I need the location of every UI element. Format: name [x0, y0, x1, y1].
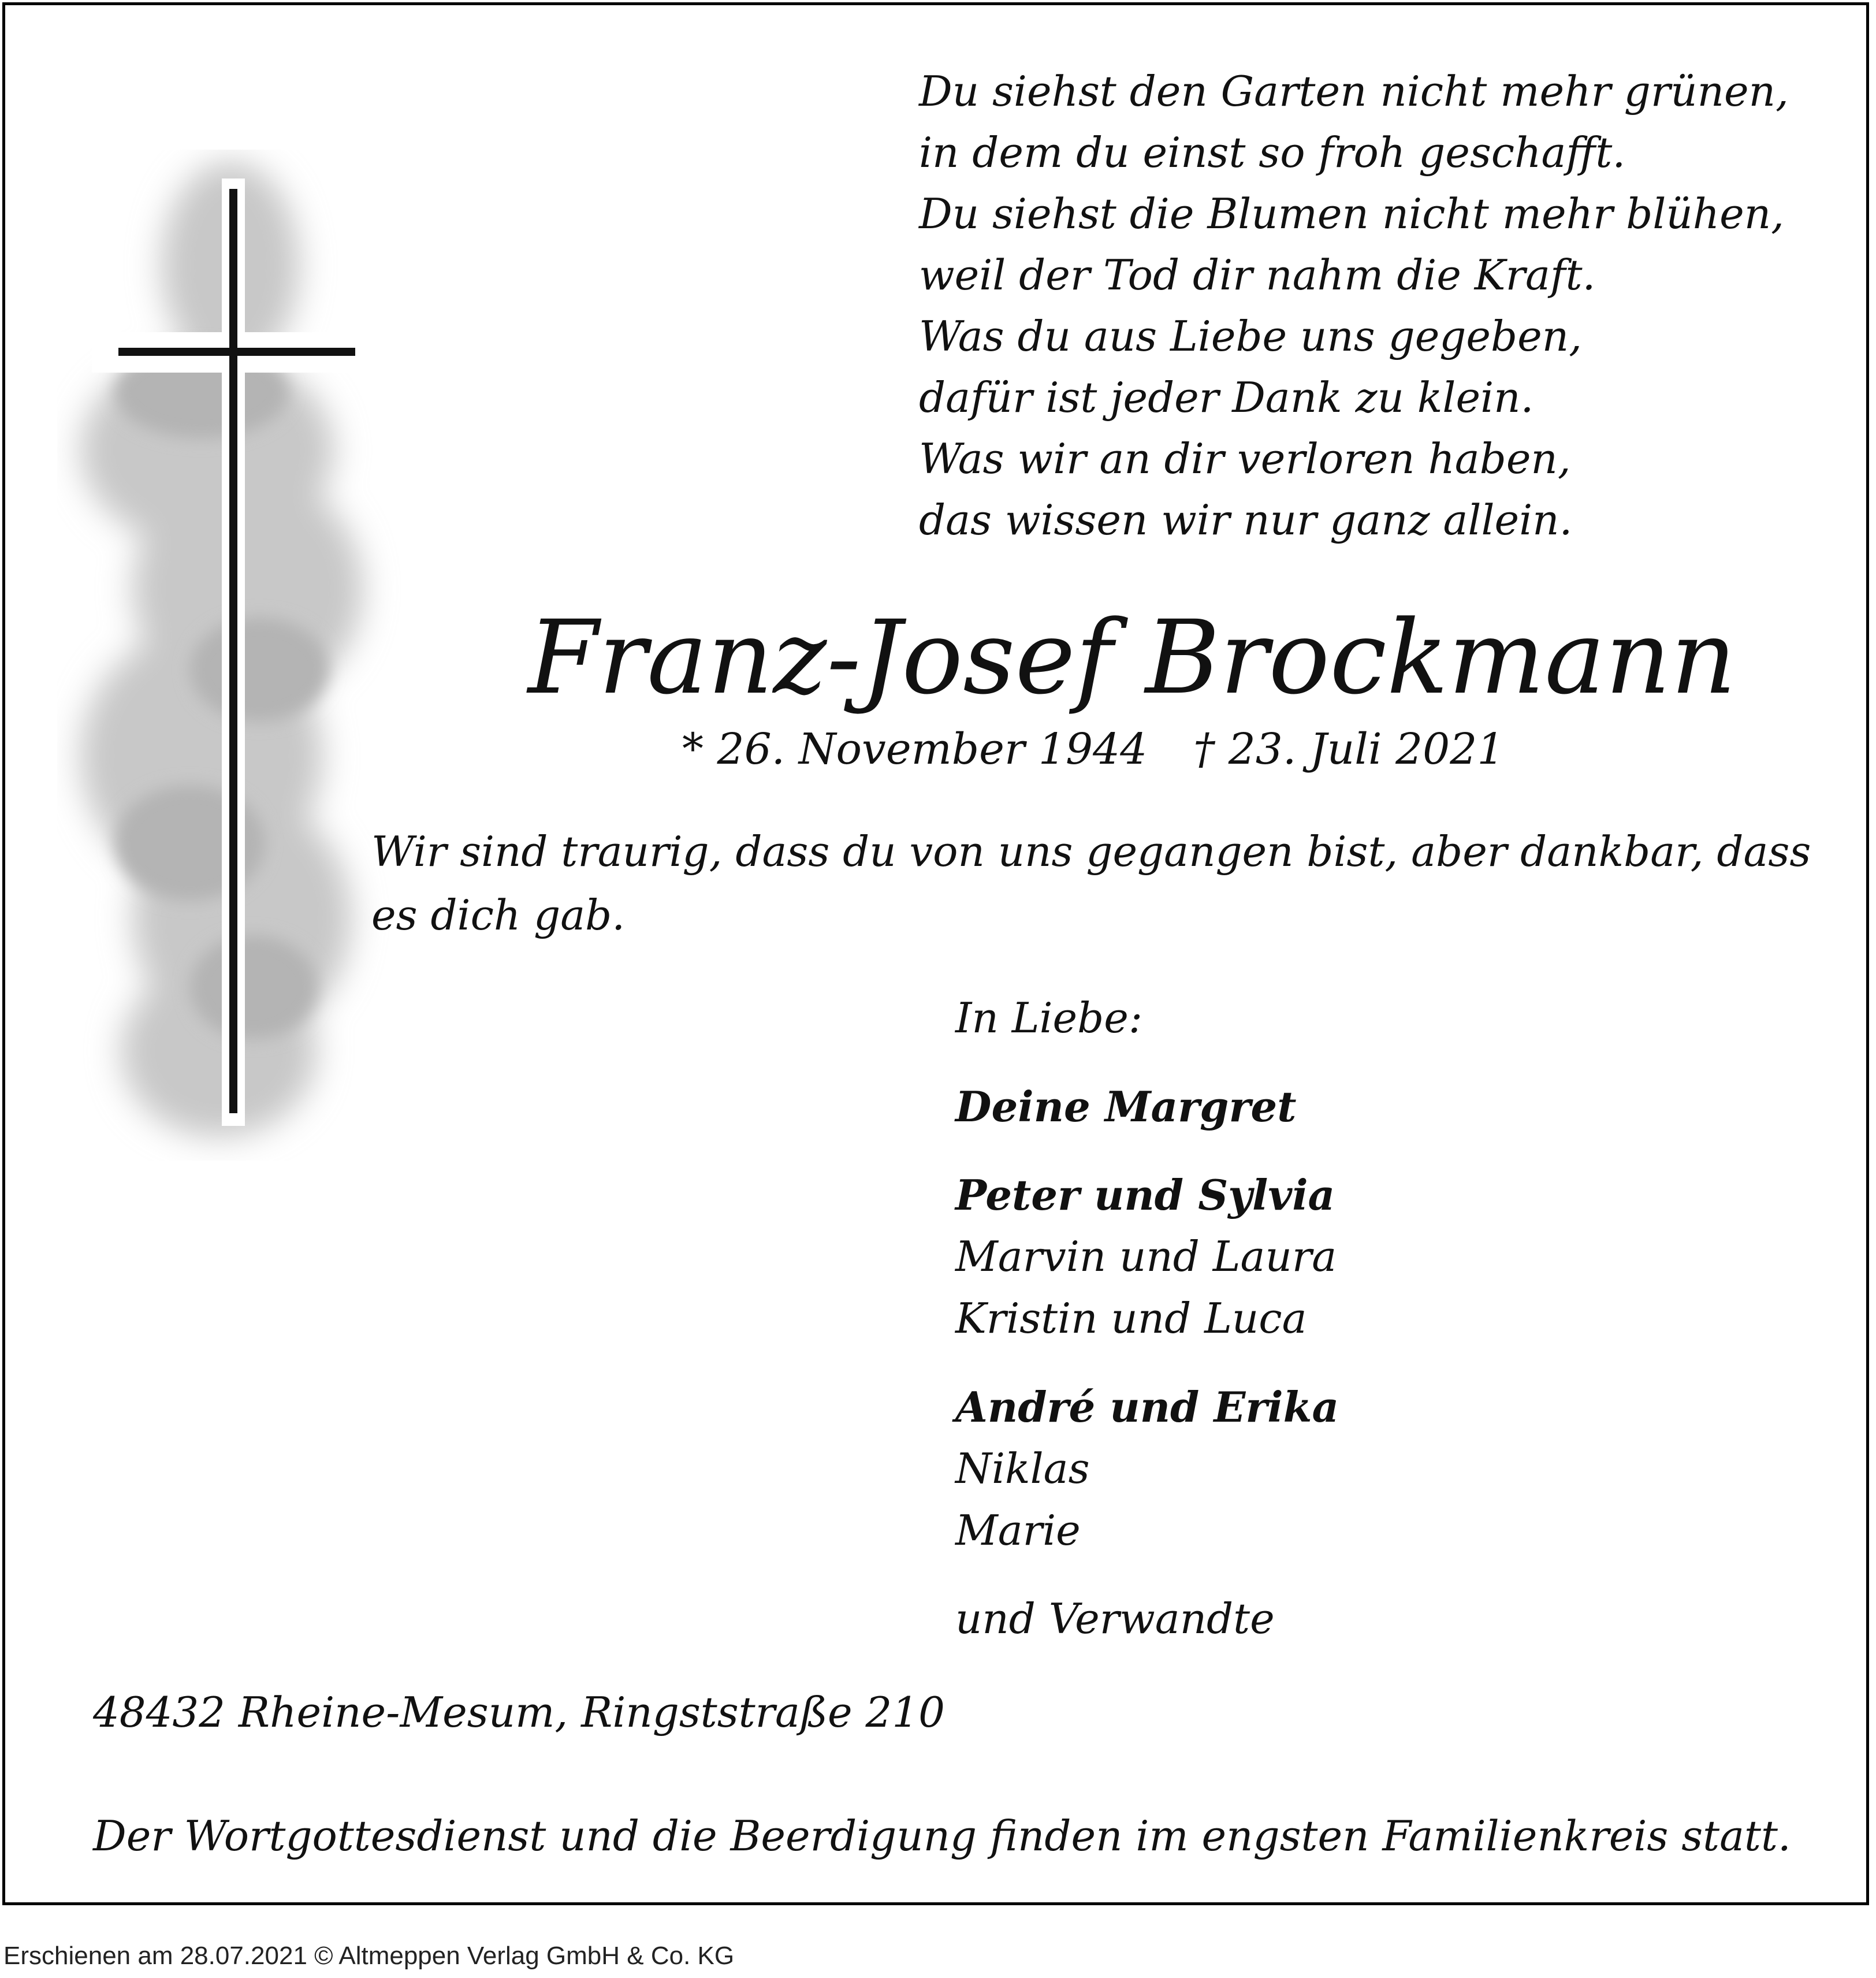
mourner-relatives: und Verwandte	[955, 1594, 1275, 1643]
poem-line: Du siehst den Garten nicht mehr grünen,	[919, 67, 1789, 116]
mourner-family: André und Erika	[955, 1382, 1339, 1432]
mourner-grandchildren: Kristin und Luca	[955, 1294, 1307, 1343]
poem-line: dafür ist jeder Dank zu klein.	[919, 373, 1534, 422]
obituary-notice	[2, 2, 1869, 1905]
mourning-quote	[371, 820, 1811, 947]
mourners-intro: In Liebe:	[955, 994, 1143, 1042]
poem-line: weil der Tod dir nahm die Kraft.	[919, 251, 1596, 299]
mourner-grandchildren: Marvin und Laura	[955, 1232, 1337, 1281]
quote-line: es dich gab.	[371, 891, 626, 939]
publication-credit: Erschienen am 28.07.2021 © Altmeppen Verlag GmbH & Co. KG	[3, 1942, 735, 1970]
mourner-spouse: Deine Margret	[955, 1082, 1297, 1131]
death-date: † 23. Juli 2021	[1193, 724, 1505, 774]
address: 48432 Rheine-Mesum, Ringststraße 210	[93, 1688, 945, 1737]
poem-line: Du siehst die Blumen nicht mehr blühen,	[919, 189, 1784, 238]
mourner-family: Peter und Sylvia	[955, 1170, 1335, 1219]
cross-icon	[57, 150, 404, 1161]
mourners-list	[955, 987, 1339, 1650]
poem	[919, 61, 1789, 551]
poem-line: Was wir an dir verloren haben,	[919, 434, 1571, 483]
poem-line: Was du aus Liebe uns gegeben,	[919, 312, 1582, 360]
mourner-grandchild: Niklas	[955, 1444, 1090, 1493]
poem-line: das wissen wir nur ganz allein.	[919, 496, 1573, 544]
service-note: Der Wortgottesdienst und die Beerdigung finden im engsten Familienkreis statt.	[93, 1812, 1791, 1860]
poem-line: in dem du einst so froh geschafft.	[919, 128, 1626, 177]
life-dates	[682, 722, 1504, 777]
quote-line: Wir sind traurig, dass du von uns gegangen bist, aber dankbar, dass	[371, 827, 1811, 876]
birth-date: * 26. November 1944	[682, 724, 1148, 774]
mourner-grandchild: Marie	[955, 1506, 1081, 1555]
deceased-name: Franz-Josef Brockmann	[528, 598, 1736, 717]
